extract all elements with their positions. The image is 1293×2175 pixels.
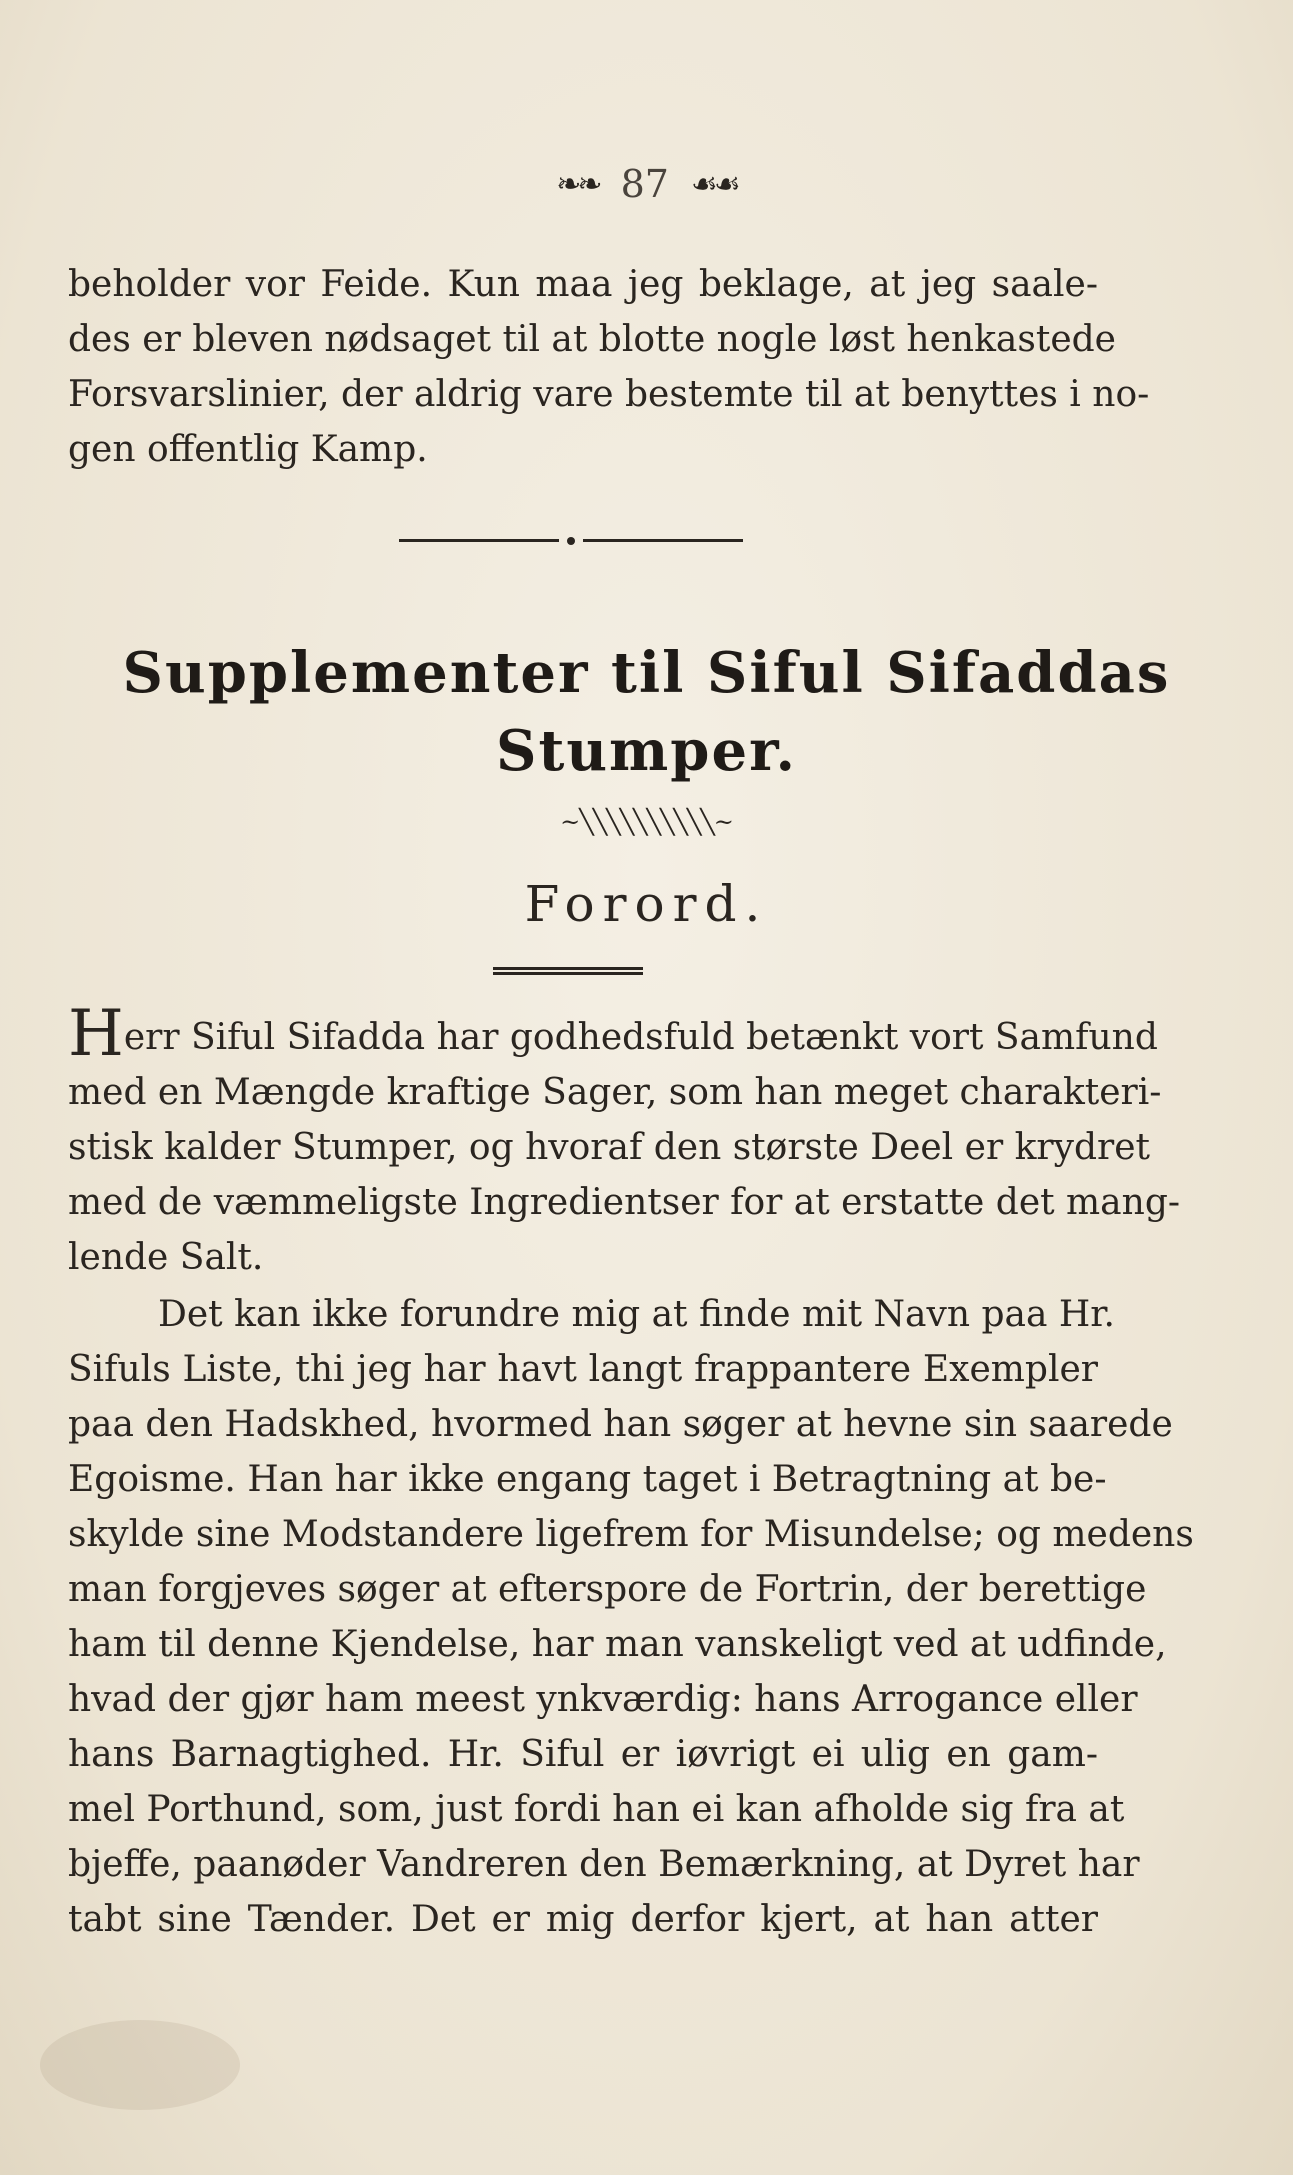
text-line: paa den Hadskhed, hvormed han søger at hevne sin saarede [68,1404,1173,1445]
text-line: Det kan ikke forundre mig at finde mit Navn paa Hr. [158,1294,1115,1335]
text-line: Sifuls Liste, thi jeg har havt langt frappantere Exempler [68,1349,1098,1390]
text-line: hans Barnagtighed. Hr. Siful er iøvrigt ei ulig en gam- [68,1734,1098,1775]
top-paragraph [68,257,1150,477]
header-ornament-left: ❧❧ [556,166,599,202]
text-line: Forsvarslinier, der aldrig vare bestemte til at benyttes i no- [68,374,1150,415]
text-line-content: err Siful Sifadda har godhedsfuld betænkt vort Samfund [123,1017,1158,1058]
page-number: 87 [620,162,669,206]
text-line: Egoisme. Han har ikke engang taget i Betragtning at be- [68,1459,1107,1500]
text-line: lende Salt. [68,1237,264,1278]
text-line: med en Mængde kraftige Sager, som han meget charakteri- [68,1072,1162,1113]
text-line: beholder vor Feide. Kun maa jeg beklage, at jeg saale- [68,264,1098,305]
text-line: skylde sine Modstandere ligefrem for Misundelse; og medens [68,1514,1194,1555]
paragraph-1 [68,997,1181,1285]
text-line: ham til denne Kjendelse, har man vanskeligt ved at udfinde, [68,1624,1167,1665]
title-line-1: Supplementer til Siful Sifaddas [122,640,1171,706]
text-line [68,997,1158,1071]
header-ornament-right: ☙☙ [690,166,737,202]
text-line: stisk kalder Stumper, og hvoraf den største Deel er krydret [68,1127,1150,1168]
text-line: des er bleven nødsaget til at blotte nogle løst henkastede [68,319,1116,360]
subheading: Forord. [524,875,769,933]
paper-stain [40,2020,240,2110]
text-line: bjeffe, paanøder Vandreren den Bemærkning, at Dyret har [68,1844,1140,1885]
text-line: tabt sine Tænder. Det er mig derfor kjert, at han atter [68,1899,1098,1940]
text-line: man forgjeves søger at efterspore de Fortrin, der berettige [68,1569,1147,1610]
section-divider-rule [388,538,753,543]
title-line-2: Stumper. [496,718,797,784]
paragraph-2 [68,1287,1194,1947]
wavy-ornament: ~╲╲╲╲╲╲╲╲╲╲~ [560,808,733,836]
text-line: hvad der gjør ham meest ynkværdig: hans Arrogance eller [68,1679,1138,1720]
drop-cap: H [68,997,124,1071]
text-line: mel Porthund, som, just fordi han ei kan afholde sig fra at [68,1789,1125,1830]
text-line: med de væmmeligste Ingredientser for at erstatte det mang- [68,1182,1181,1223]
text-line: gen offentlig Kamp. [68,429,428,470]
page-header [0,162,1293,206]
subheading-rule [493,965,643,977]
